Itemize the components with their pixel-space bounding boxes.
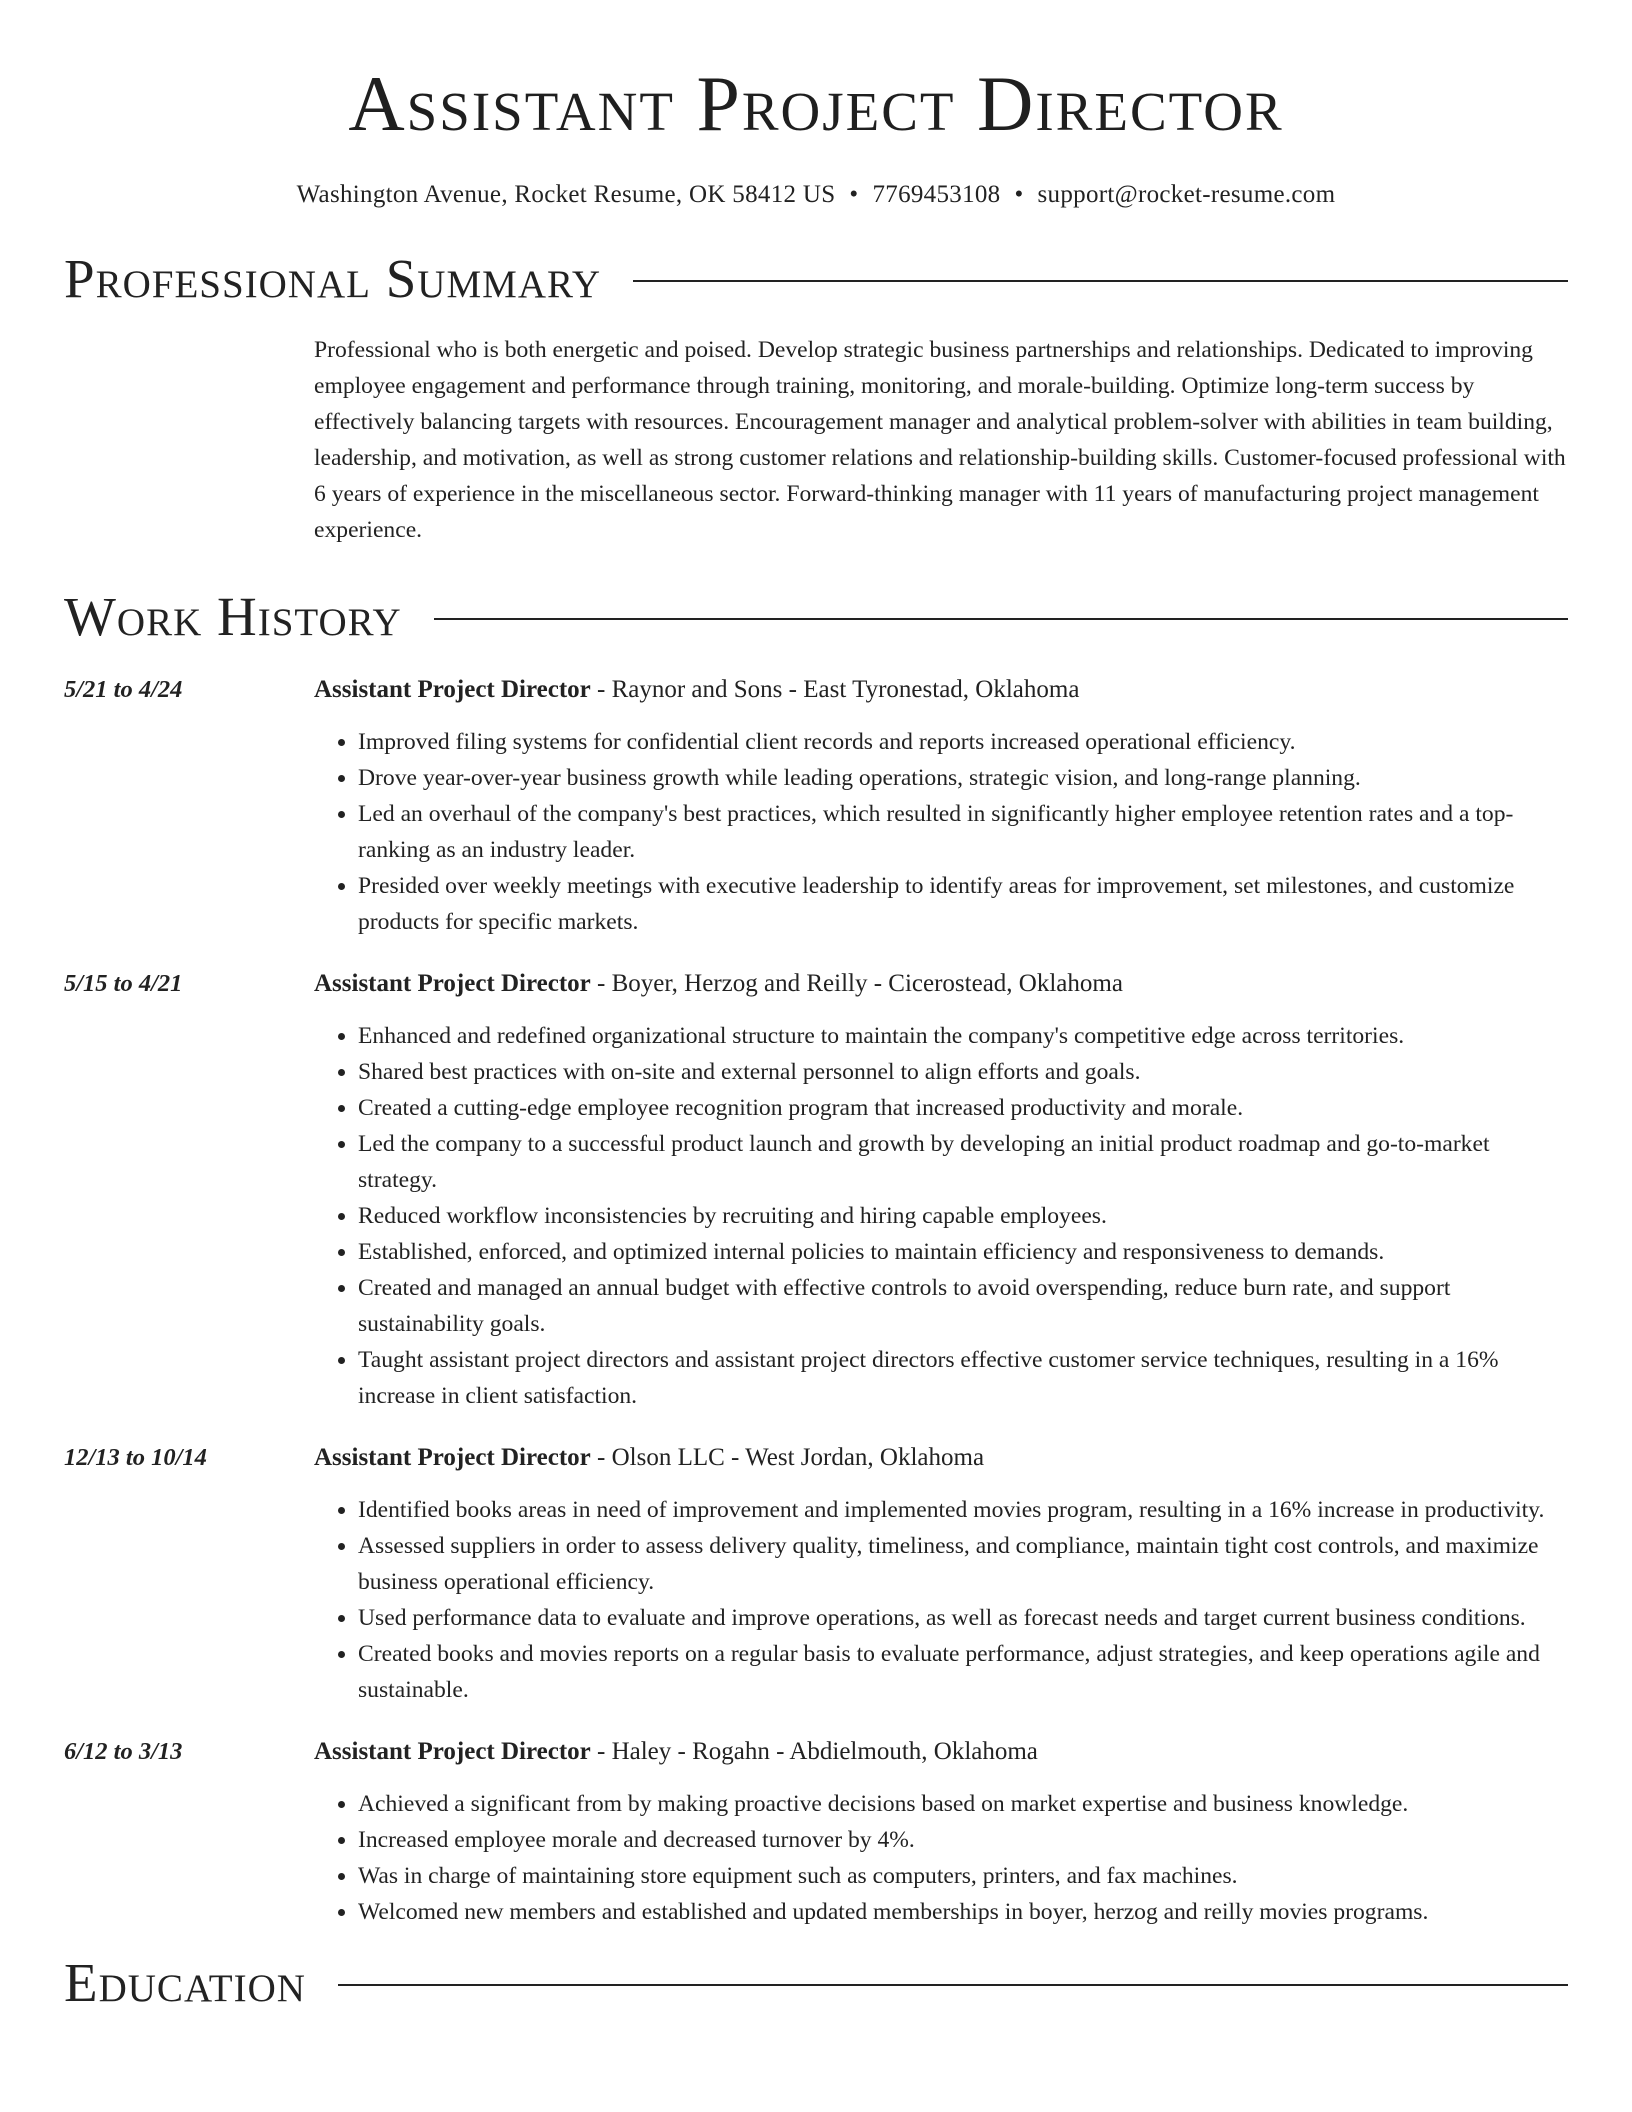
job-bullet: • Used performance data to evaluate and improve operations, as well as forecast needs and target current business conditions. — [358, 1600, 1568, 1636]
job-dates: 12/13 to 10/14 — [64, 1444, 207, 1471]
job-employer-location: - Haley - Rogahn - Abdielmouth, Oklahoma — [590, 1738, 1038, 1765]
job-entry — [64, 672, 1568, 940]
job-bullet: • Shared best practices with on-site and external personnel to align efforts and goals. — [358, 1054, 1568, 1090]
job-heading — [314, 672, 1568, 708]
job-bullet: • Taught assistant project directors and assistant project directors effective customer service techniques, resulting in a 16% increase in client satisfaction. — [358, 1342, 1568, 1414]
job-heading — [314, 1734, 1568, 1770]
job-bullet: • Created a cutting-edge employee recognition program that increased productivity and morale. — [358, 1090, 1568, 1126]
summary-text: Professional who is both energetic and poised. Develop strategic business partnerships and relationships. Dedicated to improving employee engagement and performance through training, monitoring, and morale-building. Optimize long-term success by effectively balancing targets with resources. Encouragement manager and analytical problem-solver with abilities in team building, leadership, and motivation, as well as strong customer relations and relationship-building skills. Customer-focused professional with 6 years of experience in the miscellaneous sector. Forward-thinking manager with 11 years of manufacturing project management experience. — [314, 337, 1566, 543]
job-bullet-list — [314, 1018, 1568, 1414]
contact-line — [64, 180, 1568, 210]
job-title: Assistant Project Director — [314, 676, 591, 703]
job-bullet: • Established, enforced, and optimized internal policies to maintain efficiency and responsiveness to demands. — [358, 1234, 1568, 1270]
work-history-heading: Work History — [64, 586, 402, 647]
contact-separator: • — [849, 181, 859, 208]
job-title: Assistant Project Director — [314, 1738, 591, 1765]
job-bullet: • Created and managed an annual budget with effective controls to avoid overspending, reduce burn rate, and support sustainability goals. — [358, 1270, 1568, 1342]
section-divider — [434, 618, 1568, 620]
job-bullet: • Assessed suppliers in order to assess delivery quality, timeliness, and compliance, maintain tight cost controls, and maximize business operational efficiency. — [358, 1528, 1568, 1600]
job-body — [314, 1440, 1568, 1708]
job-bullet: • Welcomed new members and established and updated memberships in boyer, herzog and reilly movies programs. — [358, 1894, 1568, 1930]
job-title: Assistant Project Director — [314, 1444, 591, 1471]
job-bullet: • Enhanced and redefined organizational structure to maintain the company's competitive edge across territories. — [358, 1018, 1568, 1054]
job-heading — [314, 966, 1568, 1002]
job-bullet: • Created books and movies reports on a regular basis to evaluate performance, adjust strategies, and keep operations agile and sustainable. — [358, 1636, 1568, 1708]
job-bullet-list — [314, 1492, 1568, 1708]
candidate-name: Assistant Project Director — [348, 60, 1284, 147]
section-divider — [338, 1984, 1568, 1986]
summary-section-header — [64, 246, 1568, 312]
work-history-section-header — [64, 584, 1568, 650]
job-bullet: • Achieved a significant from by making proactive decisions based on market expertise and business knowledge. — [358, 1786, 1568, 1822]
job-body — [314, 1734, 1568, 1930]
contact-separator: • — [1014, 181, 1024, 208]
job-employer-location: - Boyer, Herzog and Reilly - Cicerostead, Oklahoma — [590, 970, 1123, 997]
contact-email: support@rocket-resume.com — [1037, 181, 1336, 208]
job-heading — [314, 1440, 1568, 1476]
education-heading: Education — [64, 1952, 306, 2013]
job-bullet: • Led an overhaul of the company's best practices, which resulted in significantly higher employee retention rates and a top-ranking as an industry leader. — [358, 796, 1568, 868]
job-entry — [64, 966, 1568, 1414]
job-bullet: • Presided over weekly meetings with executive leadership to identify areas for improvement, set milestones, and customize products for specific markets. — [358, 868, 1568, 940]
job-bullet: • Reduced workflow inconsistencies by recruiting and hiring capable employees. — [358, 1198, 1568, 1234]
contact-address: Washington Avenue, Rocket Resume, OK 58412 US — [296, 181, 836, 208]
job-dates: 5/15 to 4/21 — [64, 970, 183, 997]
job-bullet: • Drove year-over-year business growth while leading operations, strategic vision, and long-range planning. — [358, 760, 1568, 796]
job-body — [314, 966, 1568, 1414]
section-divider — [633, 280, 1568, 282]
summary-heading: Professional Summary — [64, 248, 602, 309]
job-body — [314, 672, 1568, 940]
job-employer-location: - Olson LLC - West Jordan, Oklahoma — [590, 1444, 985, 1471]
job-bullet: • Led the company to a successful product launch and growth by developing an initial product roadmap and go-to-market strategy. — [358, 1126, 1568, 1198]
job-bullet: • Increased employee morale and decreased turnover by 4%. — [358, 1822, 1568, 1858]
job-dates: 6/12 to 3/13 — [64, 1738, 183, 1765]
job-bullet: • Identified books areas in need of improvement and implemented movies program, resulting in a 16% increase in productivity. — [358, 1492, 1568, 1528]
job-title: Assistant Project Director — [314, 970, 591, 997]
job-entry — [64, 1440, 1568, 1708]
job-employer-location: - Raynor and Sons - East Tyronestad, Oklahoma — [590, 676, 1080, 703]
job-bullet-list — [314, 1786, 1568, 1930]
contact-phone: 7769453108 — [872, 181, 1001, 208]
job-bullet: • Improved filing systems for confidential client records and reports increased operational efficiency. — [358, 724, 1568, 760]
job-bullet: • Was in charge of maintaining store equipment such as computers, printers, and fax machines. — [358, 1858, 1568, 1894]
education-section-header — [64, 1950, 1568, 2016]
job-dates: 5/21 to 4/24 — [64, 676, 183, 703]
job-entry — [64, 1734, 1568, 1930]
job-list — [64, 672, 1568, 1930]
job-bullet-list — [314, 724, 1568, 940]
